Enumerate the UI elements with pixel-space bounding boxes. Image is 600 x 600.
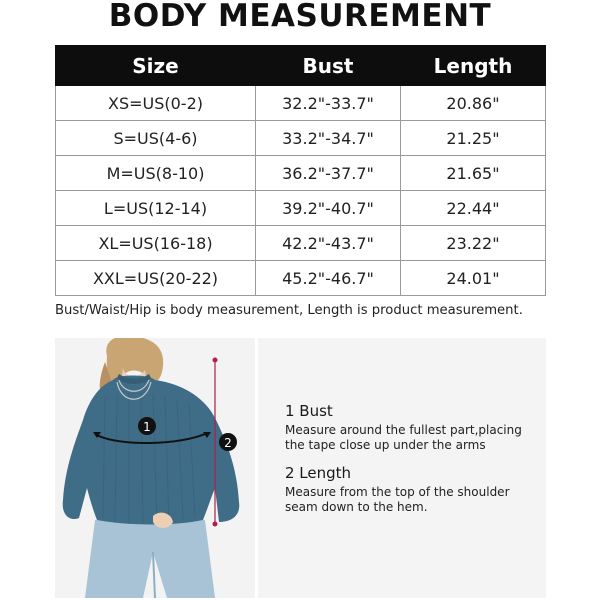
cell-length: 24.01" <box>401 261 546 296</box>
bust-marker: 1 <box>143 420 151 434</box>
header-bust: Bust <box>256 46 401 86</box>
header-length: Length <box>401 46 546 86</box>
cell-length: 22.44" <box>401 191 546 226</box>
table-row <box>56 261 546 296</box>
measurement-guide <box>258 338 546 598</box>
cell-length: 21.25" <box>401 121 546 156</box>
page-title: BODY MEASUREMENT <box>108 0 492 34</box>
sweater-illustration <box>55 338 255 598</box>
cell-bust: 33.2"-34.7" <box>256 121 401 156</box>
cell-length: 21.65" <box>401 156 546 191</box>
cell-size: S=US(4-6) <box>56 121 256 156</box>
measurement-note: Bust/Waist/Hip is body measurement, Length is product measurement. <box>55 303 523 318</box>
length-heading: 2 Length <box>285 464 352 482</box>
cell-bust: 36.2"-37.7" <box>256 156 401 191</box>
table-row <box>56 191 546 226</box>
table-row <box>56 86 546 121</box>
length-marker: 2 <box>224 436 232 450</box>
cell-bust: 42.2"-43.7" <box>256 226 401 261</box>
bust-heading: 1 Bust <box>285 402 333 420</box>
cell-length: 23.22" <box>401 226 546 261</box>
header-size: Size <box>56 46 256 86</box>
cell-bust: 39.2"-40.7" <box>256 191 401 226</box>
table-header-row <box>56 46 546 86</box>
cell-bust: 32.2"-33.7" <box>256 86 401 121</box>
cell-size: XL=US(16-18) <box>56 226 256 261</box>
table-row <box>56 121 546 156</box>
model-photo <box>55 338 255 598</box>
cell-size: L=US(12-14) <box>56 191 256 226</box>
size-chart-table <box>55 45 546 296</box>
table-row <box>56 156 546 191</box>
cell-bust: 45.2"-46.7" <box>256 261 401 296</box>
table-row <box>56 226 546 261</box>
length-description: Measure from the top of the shoulder seam down to the hem. <box>285 485 510 514</box>
cell-size: M=US(8-10) <box>56 156 256 191</box>
cell-size: XS=US(0-2) <box>56 86 256 121</box>
cell-length: 20.86" <box>401 86 546 121</box>
cell-size: XXL=US(20-22) <box>56 261 256 296</box>
bust-description: Measure around the fullest part,placing the tape close up under the arms <box>285 423 522 452</box>
